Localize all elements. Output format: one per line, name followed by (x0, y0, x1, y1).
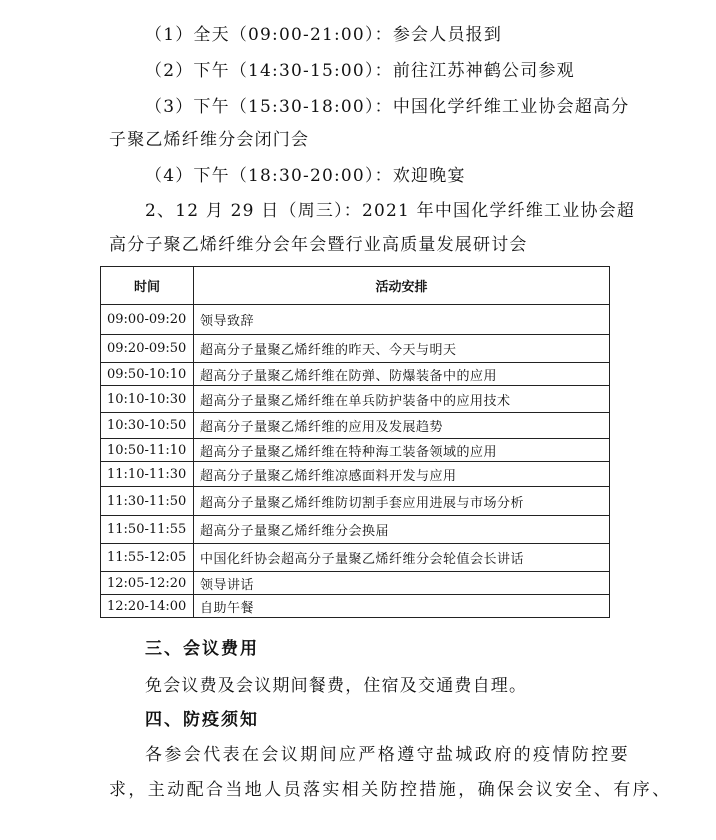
row-activity: 领导致辞 (194, 305, 610, 335)
schedule-table (100, 266, 610, 618)
table-row (101, 335, 610, 363)
table-row (101, 595, 610, 618)
row-time: 10:10-10:30 (101, 386, 194, 413)
row-activity: 超高分子量聚乙烯纤维的应用及发展趋势 (194, 413, 610, 439)
day2-title-line-2: 高分子聚乙烯纤维分会年会暨行业高质量发展研讨会 (109, 235, 528, 255)
row-activity: 超高分子量聚乙烯纤维的昨天、今天与明天 (194, 335, 610, 363)
agenda-item-1: （1）全天（09:00-21:00）：参会人员报到 (145, 25, 503, 45)
agenda-item-3-line-2: 子聚乙烯纤维分会闭门会 (109, 130, 310, 150)
table-header-row (101, 267, 610, 305)
agenda-item-3-line-1: （3）下午（15:30-18:00）：中国化学纤维工业协会超高分 (145, 97, 630, 117)
table-row (101, 462, 610, 487)
row-activity: 超高分子量聚乙烯纤维在单兵防护装备中的应用技术 (194, 386, 610, 413)
row-activity: 超高分子量聚乙烯纤维在特种海工装备领域的应用 (194, 439, 610, 462)
table-row (101, 439, 610, 462)
table-row (101, 305, 610, 335)
table-row (101, 413, 610, 439)
row-activity: 中国化纤协会超高分子量聚乙烯纤维分会轮值会长讲话 (194, 544, 610, 572)
agenda-item-2: （2）下午（14:30-15:00）：前往江苏神鹤公司参观 (145, 61, 575, 81)
row-activity: 领导讲话 (194, 572, 610, 595)
table-row (101, 363, 610, 386)
row-time: 12:05-12:20 (101, 572, 194, 595)
section-3-body: 免会议费及会议期间餐费，住宿及交通费自理。 (145, 676, 528, 696)
row-activity: 超高分子量聚乙烯纤维防切割手套应用进展与市场分析 (194, 487, 610, 516)
row-time: 09:20-09:50 (101, 335, 194, 363)
section-4-body-line-2: 求，主动配合当地人员落实相关防控措施，确保会议安全、有序、 (109, 780, 672, 800)
row-time: 11:50-11:55 (101, 516, 194, 544)
section-4-body-line-1: 各参会代表在会议期间应严格遵守盐城政府的疫情防控要 (145, 745, 630, 765)
row-time: 11:30-11:50 (101, 487, 194, 516)
row-activity: 超高分子量聚乙烯纤维分会换届 (194, 516, 610, 544)
header-activity: 活动安排 (194, 267, 610, 305)
table-row (101, 386, 610, 413)
row-activity: 超高分子量聚乙烯纤维凉感面料开发与应用 (194, 462, 610, 487)
table-row (101, 572, 610, 595)
section-3-heading: 三、会议费用 (145, 639, 259, 659)
row-time: 12:20-14:00 (101, 595, 194, 618)
row-time: 11:55-12:05 (101, 544, 194, 572)
row-activity: 超高分子量聚乙烯纤维在防弹、防爆装备中的应用 (194, 363, 610, 386)
header-time: 时间 (101, 267, 194, 305)
table-row (101, 487, 610, 516)
day2-title-line-1: 2、12 月 29 日（周三）：2021 年中国化学纤维工业协会超 (145, 201, 636, 221)
section-4-heading: 四、防疫须知 (145, 710, 259, 730)
table-row (101, 544, 610, 572)
row-time: 10:30-10:50 (101, 413, 194, 439)
row-time: 10:50-11:10 (101, 439, 194, 462)
row-time: 09:50-10:10 (101, 363, 194, 386)
row-time: 09:00-09:20 (101, 305, 194, 335)
row-time: 11:10-11:30 (101, 462, 194, 487)
row-activity: 自助午餐 (194, 595, 610, 618)
agenda-item-4: （4）下午（18:30-20:00）：欢迎晚宴 (145, 166, 466, 186)
table-row (101, 516, 610, 544)
